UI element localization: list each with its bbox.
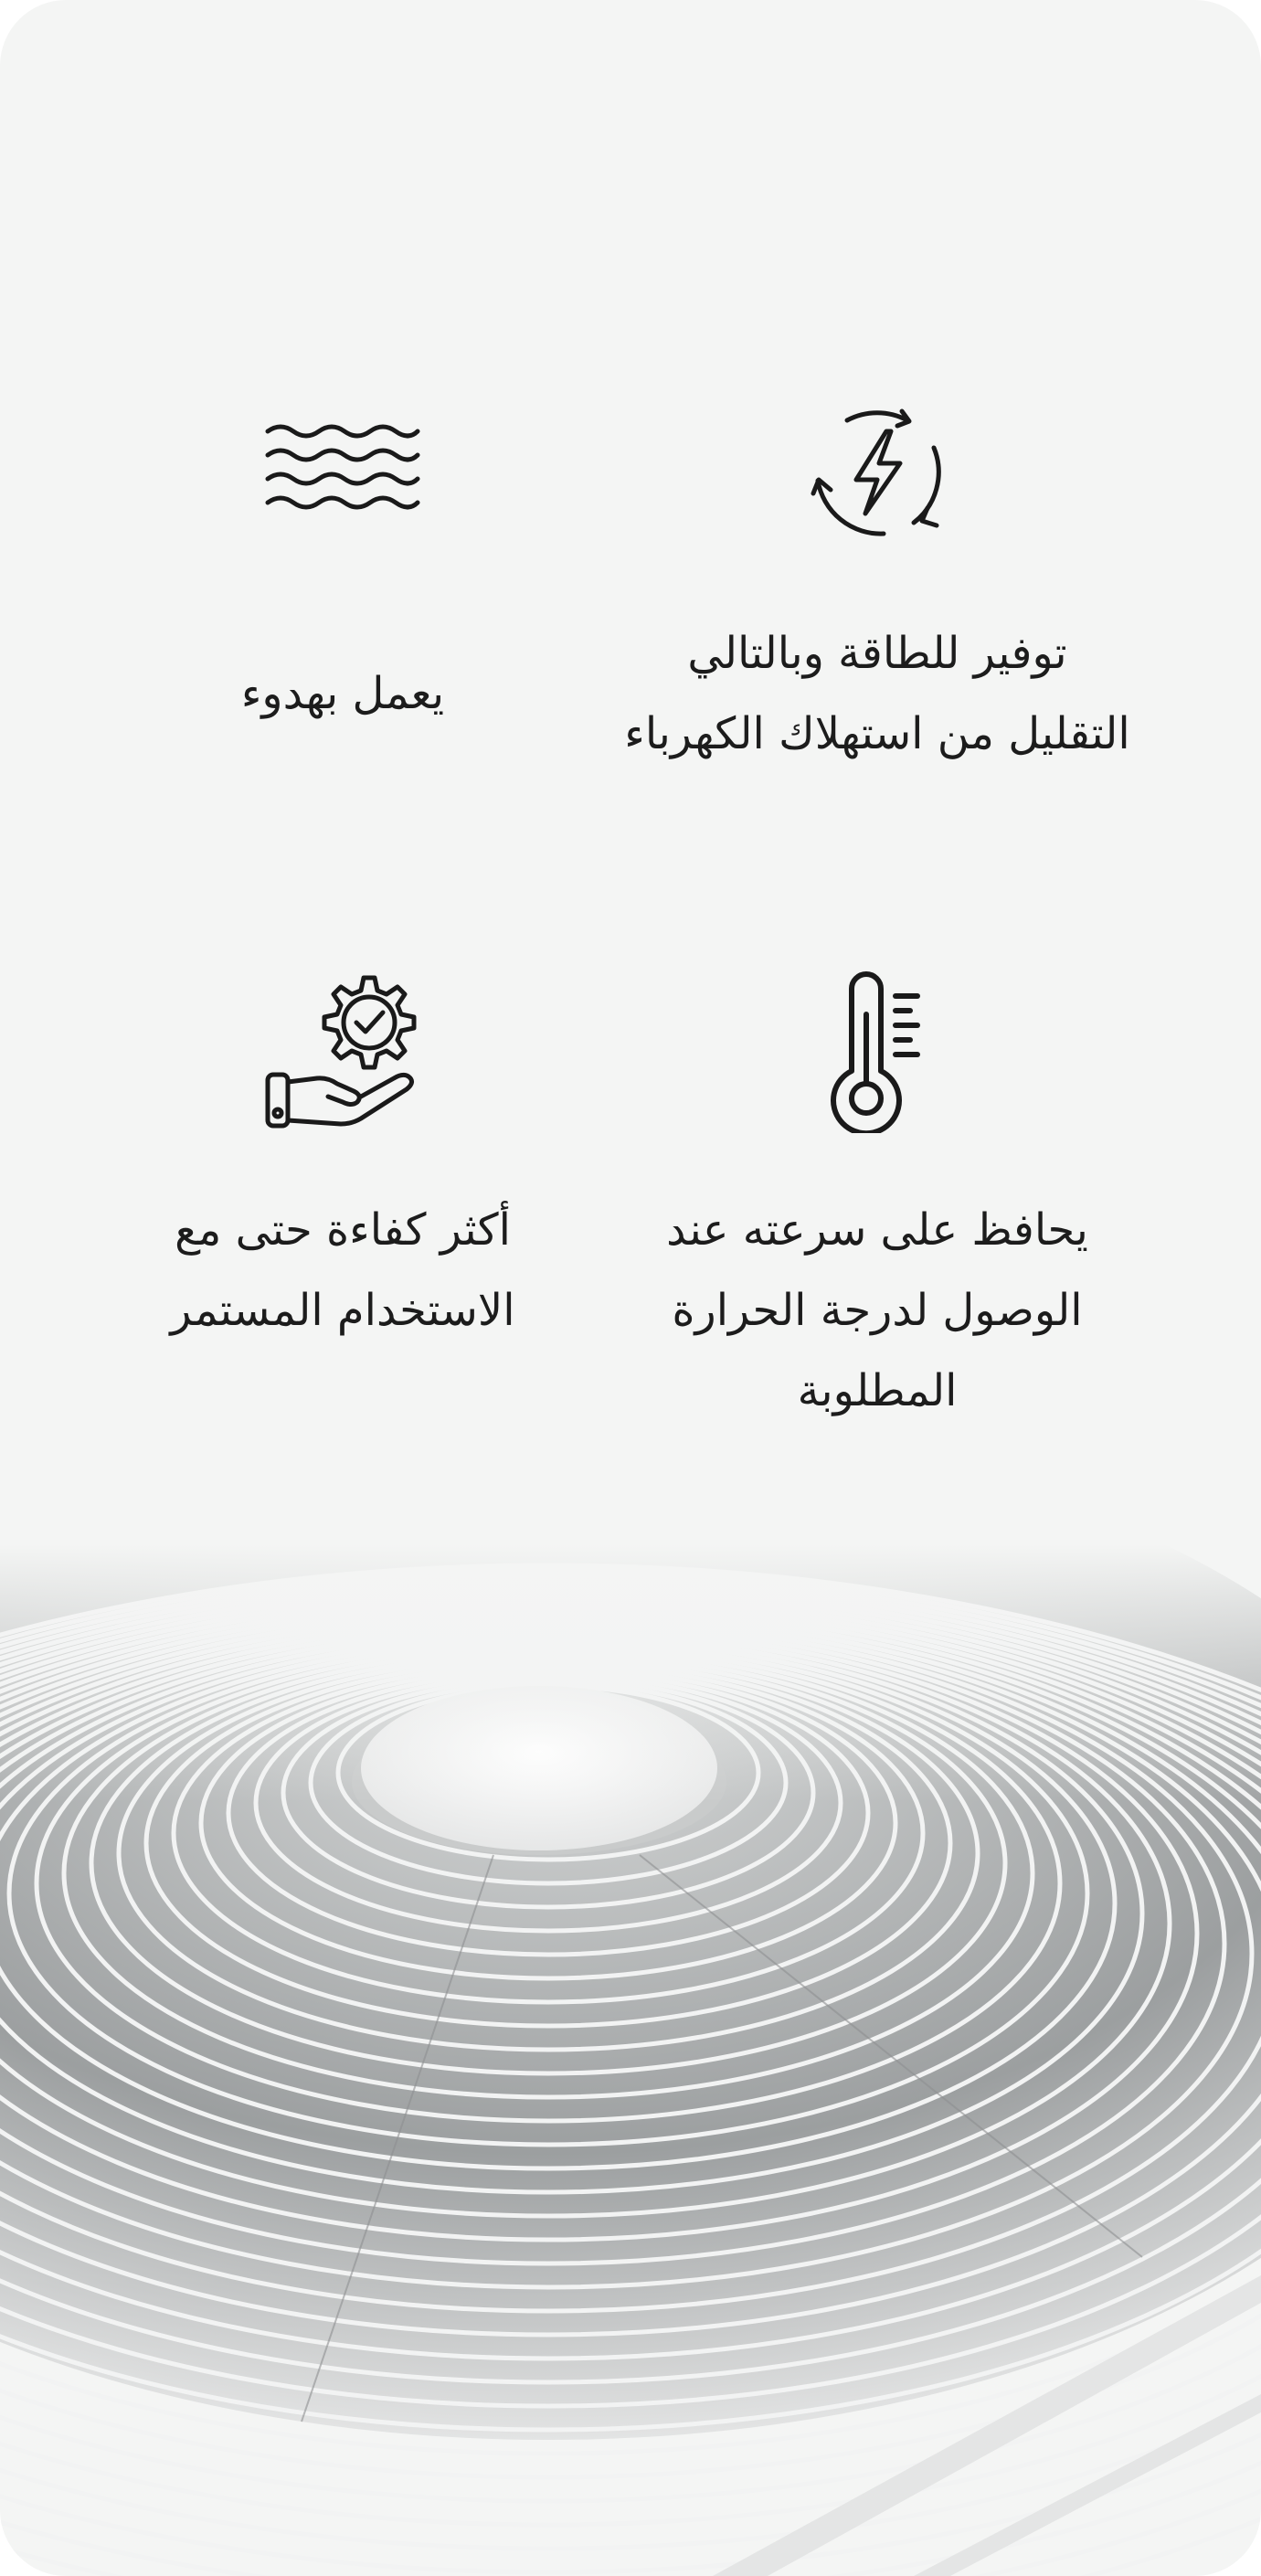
hand-gear-check-icon — [260, 969, 425, 1133]
energy-cycle-lightning-icon — [795, 388, 959, 553]
feature-label: يعمل بهدوء — [240, 668, 445, 719]
thermometer-icon — [795, 969, 959, 1133]
feature-label: أكثر كفاءة حتى مع الاستخدام المستمر — [170, 1204, 515, 1336]
feature-energy — [621, 388, 1133, 774]
feature-label: يحافظ على سرعته عند الوصول لدرجة الحرارة المطلوبة — [666, 1204, 1088, 1416]
feature-quiet — [87, 388, 599, 734]
feature-efficiency — [87, 969, 599, 1351]
fan-grille-image — [0, 1544, 1261, 2576]
sound-waves-icon — [260, 388, 425, 553]
feature-label: توفير للطاقة وبالتالي التقليل من استهلاك الكهرباء — [624, 628, 1130, 759]
feature-temperature — [621, 969, 1133, 1431]
